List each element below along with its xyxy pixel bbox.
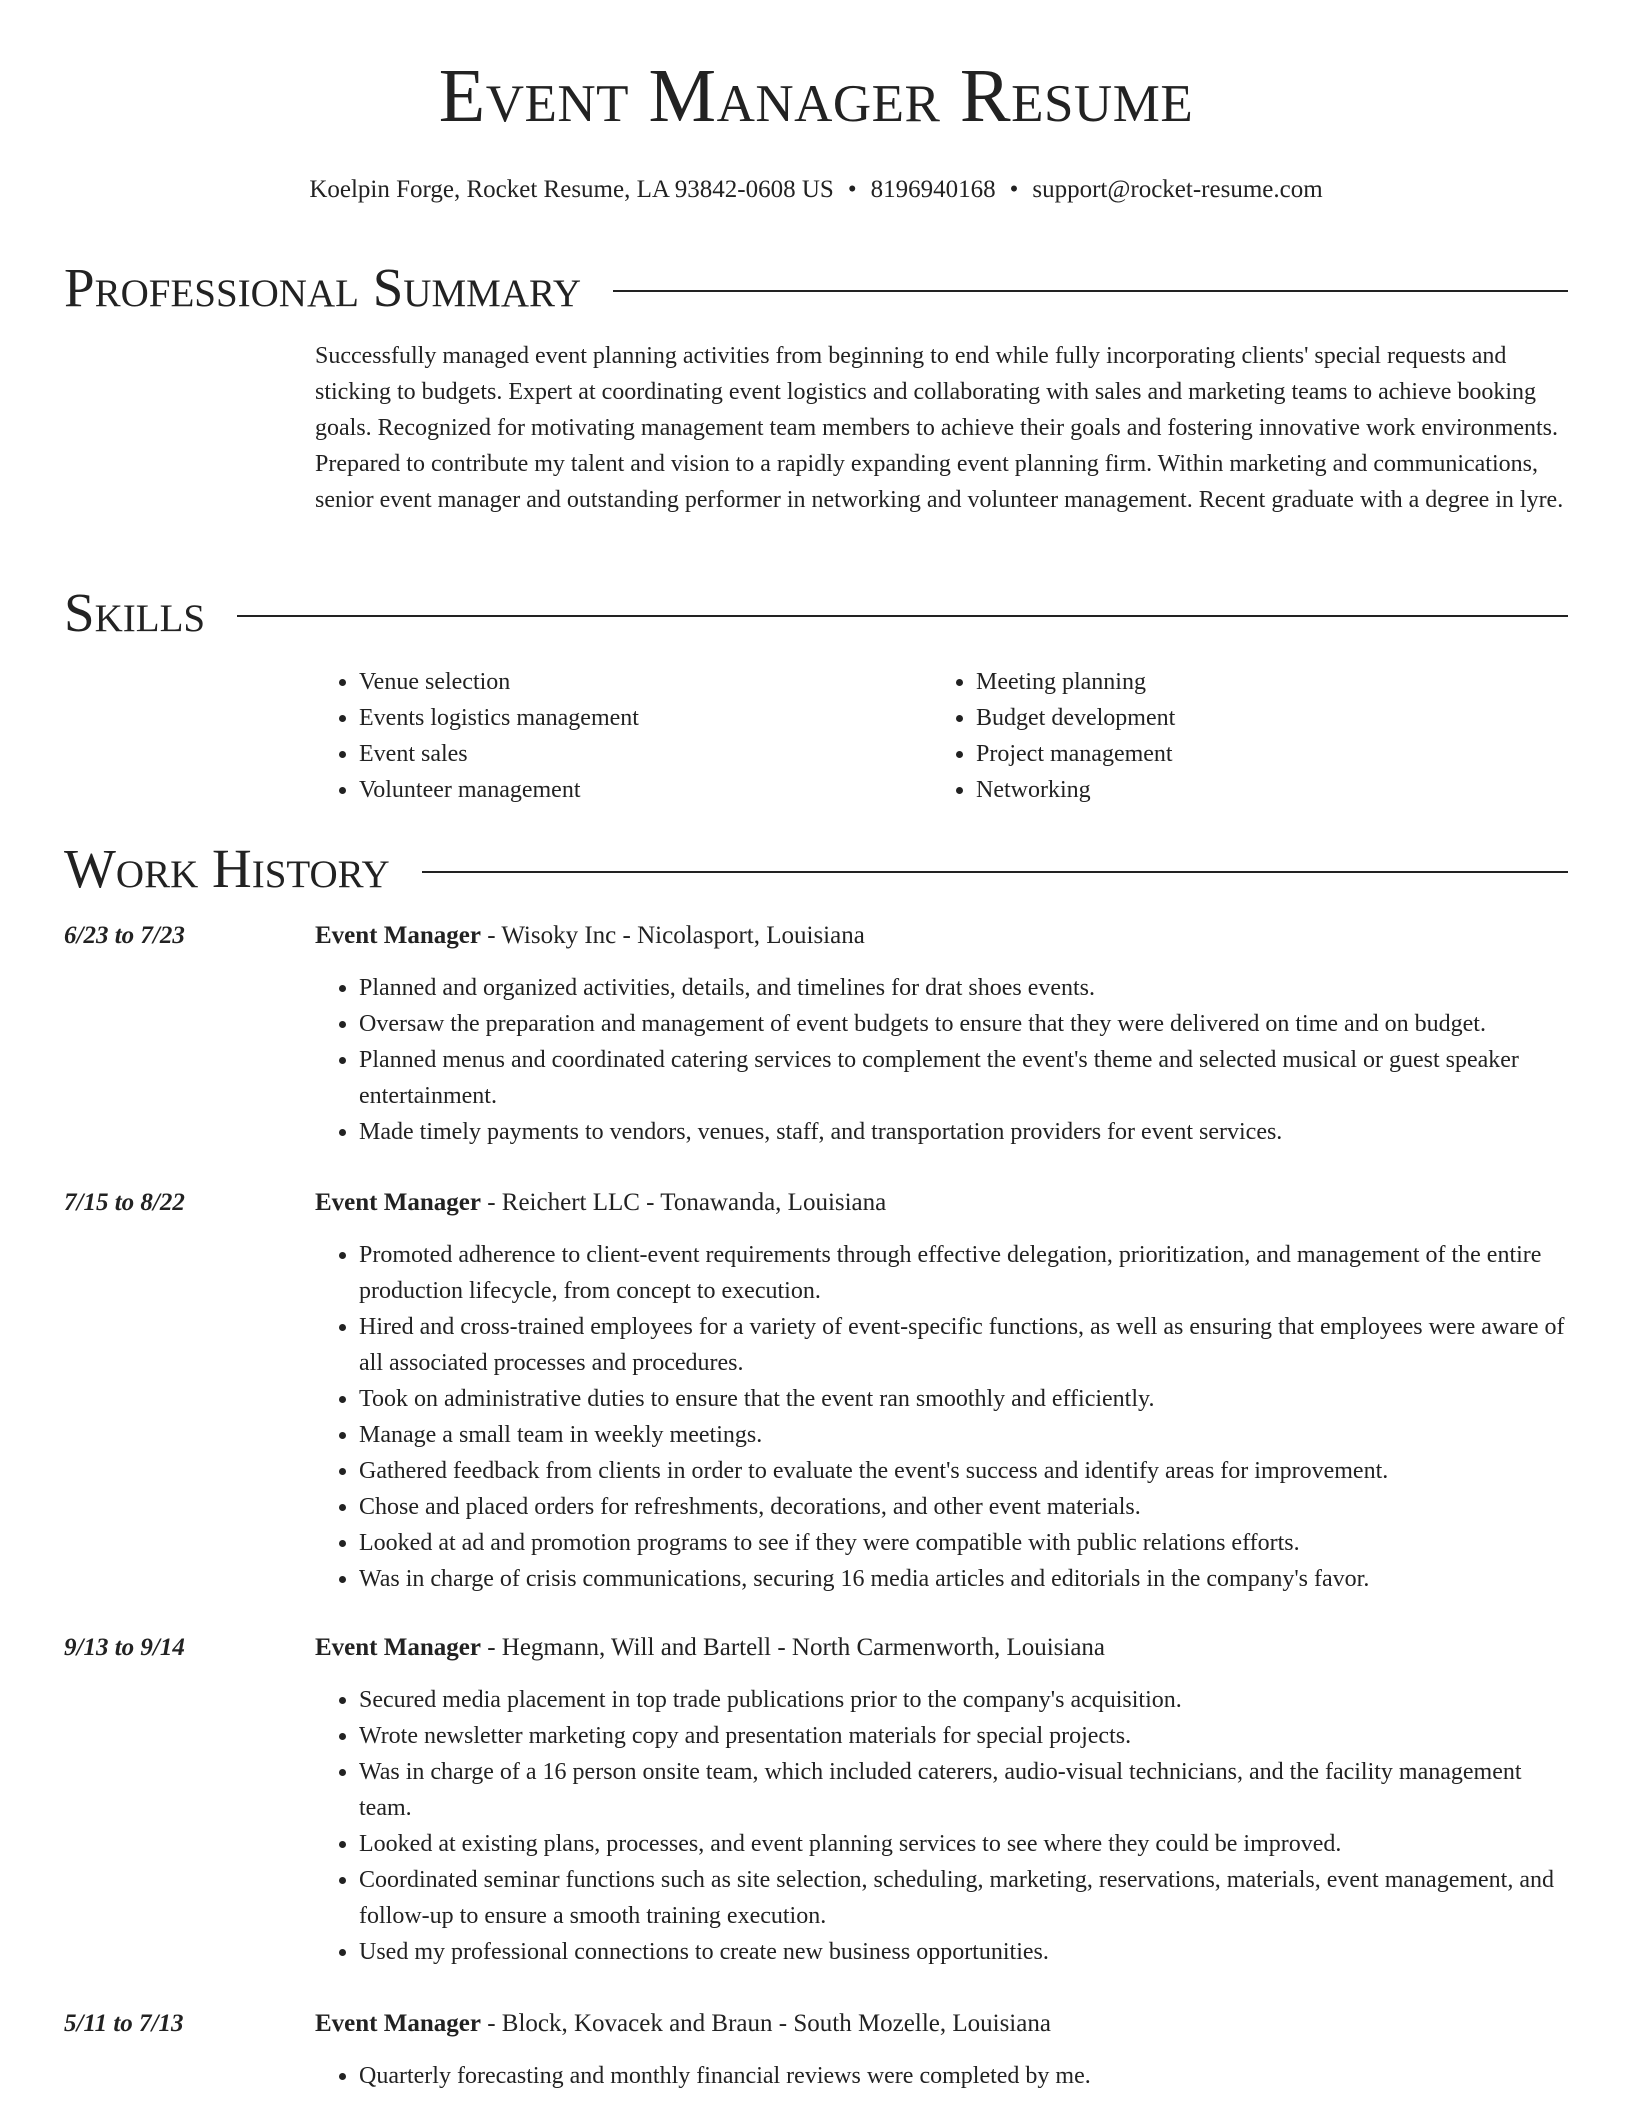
skills-list bbox=[315, 664, 1571, 808]
job-employer: - Wisoky Inc - Nicolasport, Louisiana bbox=[480, 922, 865, 949]
contact-email: support@rocket-resume.com bbox=[1032, 176, 1323, 203]
contact-address: Koelpin Forge, Rocket Resume, LA 93842-0608 US bbox=[309, 176, 834, 203]
summary-text: Successfully managed event planning activities from beginning to end while fully incorporating clients' special requests and sticking to budgets. Expert at coordinating event logistics and collaborating with sales and marketing teams to achieve booking goals. Recognized for motivating management team members to achieve their goals and fostering innovative work environments. Prepared to contribute my talent and vision to a rapidly expanding event planning firm. Within marketing and communications, senior event manager and outstanding performer in networking and volunteer management. Recent graduate with a degree in lyre. bbox=[315, 343, 1564, 513]
job-employer: - Block, Kovacek and Braun - South Mozelle, Louisiana bbox=[480, 2010, 1051, 2037]
contact-phone: 8196940168 bbox=[870, 176, 996, 203]
skills-column-left bbox=[315, 664, 932, 808]
skills-column-right bbox=[932, 664, 1549, 808]
job-role: Event Manager bbox=[315, 2010, 481, 2037]
skills-title: Skills bbox=[64, 582, 206, 643]
job-bullet: • Took on administrative duties to ensure that the event ran smoothly and efficiently. bbox=[359, 1381, 1571, 1417]
job-bullet: • Was in charge of a 16 person onsite team, which included caterers, audio-visual technicians, and the facility management team. bbox=[359, 1754, 1571, 1826]
work-history-title: Work History bbox=[64, 838, 390, 899]
job-headline bbox=[315, 1630, 1571, 1666]
section-divider bbox=[237, 615, 1568, 617]
skill-item: • Meeting planning bbox=[976, 664, 1549, 700]
skill-item: • Budget development bbox=[976, 700, 1549, 736]
summary-title: Professional Summary bbox=[64, 257, 582, 318]
job-bullets bbox=[315, 970, 1571, 1150]
resume-title: Event Manager Resume bbox=[438, 54, 1194, 138]
job-dates: 6/23 to 7/23 bbox=[64, 922, 185, 949]
job-dates: 5/11 to 7/13 bbox=[64, 2010, 184, 2037]
job-bullet: • Planned and organized activities, details, and timelines for drat shoes events. bbox=[359, 970, 1571, 1006]
contact-separator: • bbox=[847, 176, 857, 203]
skill-item: • Venue selection bbox=[359, 664, 932, 700]
job-bullet: • Looked at existing plans, processes, and event planning services to see where they could be improved. bbox=[359, 1826, 1571, 1862]
job-headline bbox=[315, 918, 1571, 954]
job-bullet: • Secured media placement in top trade publications prior to the company's acquisition. bbox=[359, 1682, 1571, 1718]
job-bullet: • Hired and cross-trained employees for a variety of event-specific functions, as well as ensuring that employees were aware of all associated processes and procedures. bbox=[359, 1309, 1571, 1381]
job-bullet: • Coordinated seminar functions such as site selection, scheduling, marketing, reservations, materials, event management, and follow-up to ensure a smooth training execution. bbox=[359, 1862, 1571, 1934]
job-dates: 7/15 to 8/22 bbox=[64, 1189, 185, 1216]
job-bullets bbox=[315, 1682, 1571, 1970]
job-bullets bbox=[315, 2058, 1571, 2094]
job-bullet: • Made timely payments to vendors, venues, staff, and transportation providers for event services. bbox=[359, 1114, 1571, 1150]
job-bullet: • Quarterly forecasting and monthly financial reviews were completed by me. bbox=[359, 2058, 1571, 2094]
skill-item: • Events logistics management bbox=[359, 700, 932, 736]
skill-item: • Event sales bbox=[359, 736, 932, 772]
contact-line bbox=[0, 176, 1632, 204]
job-bullet: • Was in charge of crisis communications, securing 16 media articles and editorials in the company's favor. bbox=[359, 1561, 1571, 1597]
skill-item: • Volunteer management bbox=[359, 772, 932, 808]
section-divider bbox=[613, 290, 1568, 292]
job-bullet: • Manage a small team in weekly meetings. bbox=[359, 1417, 1571, 1453]
job-bullet: • Planned menus and coordinated catering services to complement the event's theme and selected musical or guest speaker entertainment. bbox=[359, 1042, 1571, 1114]
job-bullet: • Wrote newsletter marketing copy and presentation materials for special projects. bbox=[359, 1718, 1571, 1754]
job-role: Event Manager bbox=[315, 922, 481, 949]
job-bullet: • Gathered feedback from clients in order to evaluate the event's success and identify areas for improvement. bbox=[359, 1453, 1571, 1489]
job-headline bbox=[315, 2006, 1571, 2042]
job-bullet: • Chose and placed orders for refreshments, decorations, and other event materials. bbox=[359, 1489, 1571, 1525]
skills-section-heading bbox=[64, 582, 1568, 643]
job-role: Event Manager bbox=[315, 1634, 481, 1661]
job-bullet: • Promoted adherence to client-event requirements through effective delegation, prioritization, and management of the entire production lifecycle, from concept to execution. bbox=[359, 1237, 1571, 1309]
work-history-section-heading bbox=[64, 838, 1568, 899]
job-bullet: • Oversaw the preparation and management of event budgets to ensure that they were delivered on time and on budget. bbox=[359, 1006, 1571, 1042]
skill-item: • Project management bbox=[976, 736, 1549, 772]
job-employer: - Hegmann, Will and Bartell - North Carmenworth, Louisiana bbox=[480, 1634, 1106, 1661]
contact-separator: • bbox=[1009, 176, 1019, 203]
job-role: Event Manager bbox=[315, 1189, 481, 1216]
job-bullet: • Used my professional connections to create new business opportunities. bbox=[359, 1934, 1571, 1970]
job-bullet: • Looked at ad and promotion programs to see if they were compatible with public relations efforts. bbox=[359, 1525, 1571, 1561]
job-headline bbox=[315, 1185, 1571, 1221]
job-bullets bbox=[315, 1237, 1571, 1597]
skill-item: • Networking bbox=[976, 772, 1549, 808]
section-divider bbox=[422, 871, 1568, 873]
job-employer: - Reichert LLC - Tonawanda, Louisiana bbox=[480, 1189, 887, 1216]
summary-section-heading bbox=[64, 257, 1568, 318]
job-dates: 9/13 to 9/14 bbox=[64, 1634, 185, 1661]
